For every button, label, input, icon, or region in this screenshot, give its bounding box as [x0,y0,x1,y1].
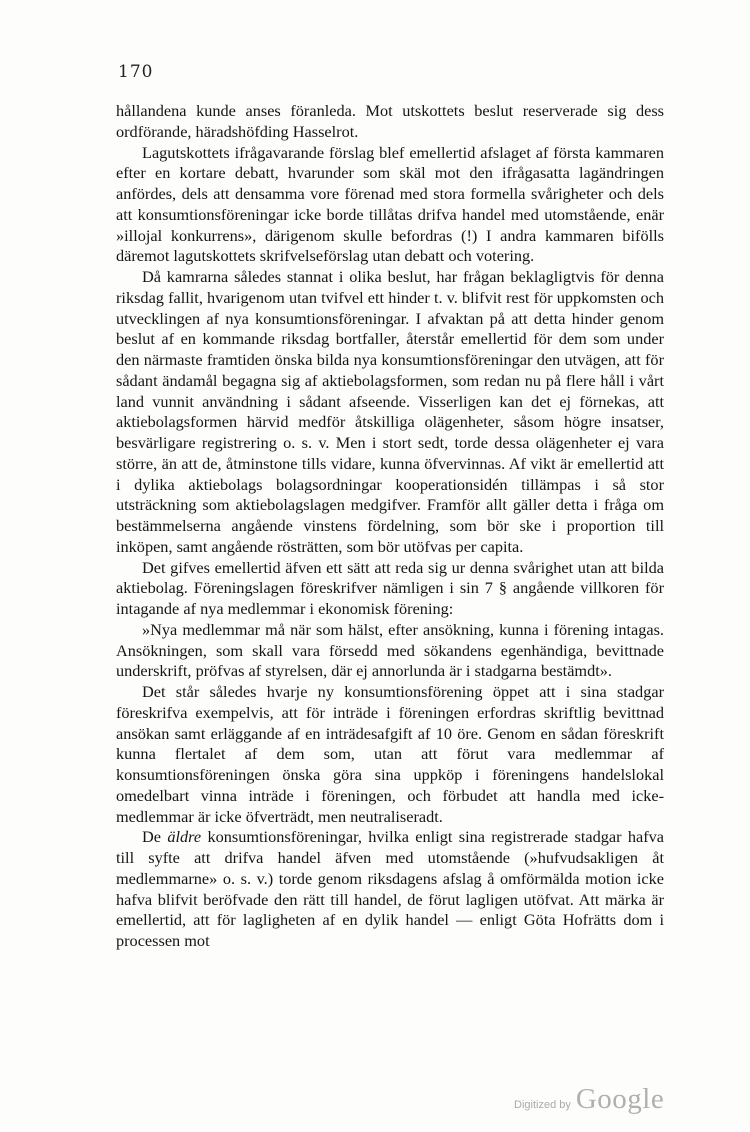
paragraph-rest: konsumtionsföreningar, hvilka enligt sina registrerade stadgar hafva till syfte att drifva handel äfven med utomstående (»hufvudsakligen åt medlemmarne» o. s. v.) torde genom riksdagens afslag å omförmälda motion icke hafva blifvit beröfvade den rätt till handel, de förut lagligen utöfvat. Att märka är emellertid, att för lagligheten af en dylik handel — enligt Göta Hofrätts dom i processen mot [116,827,664,950]
paragraph: Då kamrarna således stannat i olika beslut, har frågan beklagligtvis för denna riksdag fallit, hvarigenom utan tvifvel ett hinder t. v. blifvit rest för uppkomsten och utvecklingen af nya konsumtionsföreningar. I afvaktan på att detta hinder genom beslut af en kommande riksdag bortfaller, återstår emellertid för dem som under den närmaste framtiden önska bilda nya konsumtionsföreningar den utvägen, att för sådant ändamål begagna sig af aktiebolagsformen, som redan nu på flere håll i vårt land vunnit användning i sådant afseende. Visserligen kan det ej förnekas, att aktiebolagsformen härvid medför åtskilliga olägenheter, såsom högre insatser, besvärligare registrering o. s. v. Men i stort sedt, torde dessa olägenheter ej vara större, än att de, åtminstone tills vidare, kunna öfvervinnas. Af vikt är emellertid att i dylika aktiebolags bolagsordningar kooperationsidén tillämpas i så stor utsträckning som aktiebolagslagen medgifver. Framför allt gäller detta i fråga om bestämmelserna angående vinstens fördelning, som bör ske i proportion till inköpen, samt angående rösträtten, som bör utöfvas per capita. [116,267,664,556]
watermark-prefix: Digitized by [514,1099,571,1111]
page-number: 170 [118,62,154,82]
google-logo: Google [575,1083,665,1115]
paragraph: Lagutskottets ifrågavarande förslag blef emellertid afslaget af första kammaren efter en kortare debatt, hvarunder som skäl mot den ifrågasatta lagändringen anfördes, dels att densamma vore förenad med stora formella svårigheter och dels att konsumtionsföreningar icke borde tillåtas drifva handel med utomstående, enär »illojal konkurrens», därigenom skulle befordras (!) I andra kammaren bifölls däremot lagutskottets skrifvelseförslag utan debatt och votering. [116,142,664,266]
quoted-paragraph: »Nya medlemmar må när som hälst, efter ansökning, kunna i förening intagas. Ansökningen, som skall vara försedd med sökandens egenhändiga, bevittnade underskrift, pröfvas af styrelsen, där ej annorlunda är i stadgarna bestämdt». [116,619,664,681]
emphasized-word: äldre [167,827,202,847]
paragraph [116,827,664,952]
digitized-watermark [514,1083,664,1116]
paragraph: Det gifves emellertid äfven ett sätt att reda sig ur denna svårighet utan att bilda aktiebolag. Föreningslagen föreskrifver nämligen i sin 7 § angående villkoren för intagande af nya medlemmar i ekonomisk förening: [116,557,664,618]
paragraph-lead: De [142,827,161,847]
paragraph: hållandena kunde anses föranleda. Mot utskottets beslut reserverade sig dess ordförande, häradshöfding Hasselrot. [116,101,664,141]
paragraph: Det står således hvarje ny konsumtionsförening öppet att i sina stadgar föreskrifva exempelvis, att för inträde i föreningen erfordras skriftlig bevittnad ansökan samt erläggande af en inträdesafgift af 10 öre. Genom en sådan föreskrift kunna flertalet af dem som, utan att förut vara medlemmar af konsumtionsföreningen önska göra sina uppköp i föreningens handelslokal omedelbart vinna inträde i föreningen, och förbudet att handla med icke-medlemmar är icke öfverträdt, men neutraliseradt. [116,682,664,826]
body-text [116,101,664,952]
